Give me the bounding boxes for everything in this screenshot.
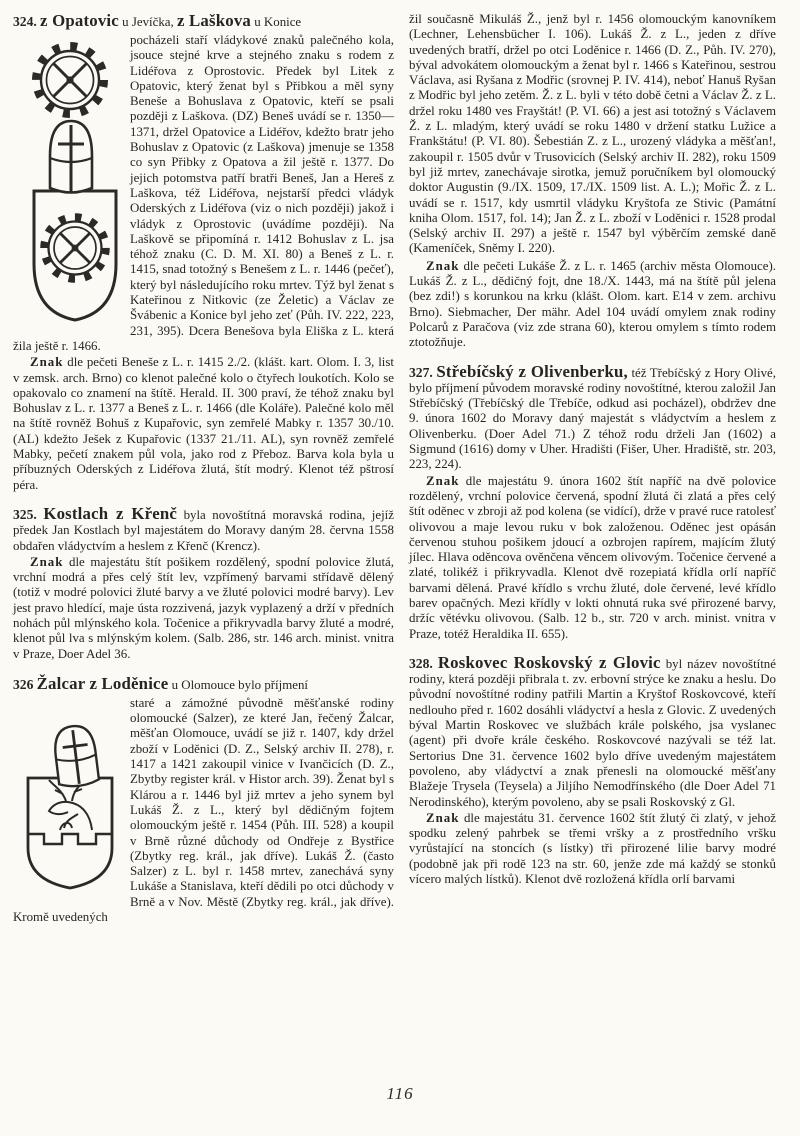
entry-number: 324. — [13, 14, 37, 29]
right-column — [409, 12, 776, 925]
entry-326-body: staré a zámožné původně měšťanské rodiny olomoucké (Salzer), ze které Jan, řečený Žalcar, měšťan Olomouce, uvádí se již r. 1407, kdy držel zboží v Loděnici (D. Z., Selský archiv II. 278), r. 1417 a 1421 zakoupil vinice v Ivančicích (D. Z., Zbytby register král. v Histor arch. 39). Ženat byl s Klárou a r. 1446 byl již mrtev a jeho synem byl Lukáš Ž. z L., který byl dědičným fojtem olomouckým ještě r. 1454 (Půh. III. 528) a koupil v Brně různé důchody od Ondřeje z Bystřice (Zbytky reg. král., jak dříve). Lukáš Ž. (často Salzer) z L. byl r. 1458 mrtev, zanechává syny Lukáše a Stanislava, kteří dědili po otci důchody v Brně a v Nov. Městě (Zbytky reg. král., jak dříve). Kromě uvedených — [13, 695, 394, 925]
znak-lead: Znak — [426, 810, 460, 825]
great-helm — [50, 121, 92, 193]
entry-325-heading-and-body: 325. Kostlach z Křenč byla novoštítná moravská rodina, jejíž předek Jan Kostlach byl majestátem do Moravy daným 28. června 1558 obdařen vládyctvím a heslem z Křenč (Krencz). — [13, 503, 394, 553]
znak-lead: Znak — [426, 473, 460, 488]
entry-number: 327. — [409, 364, 433, 380]
family-name: Střebíčský z Olivenberku, — [436, 361, 628, 381]
entry-326-znak-paragraph: Znak dle pečeti Lukáše Ž. z L. r. 1465 (archiv města Olomouce). Lukáš Ž. z L., dědičný fojt, dne 18./X. 1443, má na štítě půl jelena (bez zdi!) s korunkou na krku (klášt. Olom. kart. E14 v zem. archivu Brno). Siebmacher, Der mähr. Adel 104 uvádí omylem znak rodiny Polcarů z Paračova (viz zde strana 60), kterou omylem s tímto rodem ztotožňuje. — [409, 258, 776, 350]
shield — [28, 778, 112, 888]
entry-324-znak-paragraph: Znak dle pečeti Beneše z L. r. 1415 2./2. (klášt. kart. Olom. I. 3, list v zemsk. arch. Brno) co klenot palečné kolo o čtyřech loukotích. Kolo se opakovalo co znamení na štítě. Herald. II. 300 praví, že téhož znaku byl Bohuslav z L. r. 1377 a Beneš z L. r. 1466 (dle Koláře). Palečné kolo měl na štítě rovněž Bohuš z Kupařovic, syn zemřelé Mabky r. 1357 30./10. (AL) kdežto Ješek z Kupařovic (1337 21./11. AL), syn rovněž zemřelé Mabky, pečetí znakem půl vola, jako rod z Přeboz. Barva kola byla u příbuzných Oderských z Lidéřova žlutá, štít modrý. Klenot též pštrosí péra. — [13, 355, 394, 492]
entry-328-znak-paragraph: Znak dle majestátu 31. července 1602 štít žlutý či zlatý, v jehož spodku zelený pahrbek se třemi vršky a z prostředního vršku vyrůstající na stoncích (s lístky) tři přirozené lilie barvy modré (podobně jak při rodě 123 na str. 60, jenže zde má každý se stonků vícero malých lístků). Klenot dvě rozložená křídla orlí barvami — [409, 810, 776, 887]
heading-text: u Olomouce bylo příjmení — [171, 677, 308, 692]
heading-text: u Jevíčka, — [122, 15, 174, 29]
entry-327-znak-paragraph: Znak dle majestátu 9. února 1602 štít napříč na dvě polovice rozdělený, vrchní polovice červená, spodní žlutá či zlatá a přes celý štít oděnec v zbroji až pod kolena (se vidící), drže v pravé ruce ratolesť olivovou a maje levou ruku v bok založenou. Oděnec jest opásán červenou stuhou pošikem jdoucí a ozbrojen rapírem, majícím žlutý jílec. Hlava oděncova ověnčena věncem olivovým. Točenice červené a zlaté, tolikéž i přikryvadla. Klenot dvě rozepiatá křídla orlí napříč barvami dělená. Pravé křídlo s vrchu žluté, dole červené, levé křídlo barev opačných. Mezi křídly v lokti ohnutá ruka své přirozené barvy, držíc větévku olivovou. (Salb. 12 b., str. 720 v arch. minist. vnitra v Praze, totéž Heraldika II. 655). — [409, 473, 777, 641]
family-name: z Laškova — [176, 11, 252, 30]
entry-324 — [13, 12, 394, 493]
coat-of-arms-zalcar-illustration — [14, 702, 120, 894]
entry-326 — [13, 675, 394, 925]
heading-text: též Třebíčský — [631, 365, 702, 380]
entry-number: 328. — [409, 655, 433, 671]
entry-number: 325. — [13, 506, 37, 522]
znak-lead: Znak — [426, 258, 460, 273]
entry-326-heading — [13, 675, 394, 695]
family-name: Žalcar z Loděnice — [36, 673, 169, 693]
entry-325-znak-paragraph: Znak dle majestátu štít pošikem rozdělený, spodní polovice žlutá, vrchní modrá a přes celý štít lev, vzpřímený barvami střídavě dělený (totiž v modré polovici žluté barvy a ve žluté polovici modré barvy). Lev jest pravo hledící, maje ústa rozzivená, jazyk vyplazený a drží v předních nohách půl mlýnského kola. Točenice a přikryvadla barvy žluté a modré, klenot půl lva s mlýnským kolem. (Salb. 286, str. 146 arch. minist. vnitra v Praze, Doer Adel 36. — [13, 554, 394, 661]
shield — [34, 191, 116, 320]
family-name: Roskovec Roskovský z Glovic — [437, 652, 661, 672]
entry-324-heading — [13, 12, 394, 32]
heading-text: u Konice — [254, 15, 302, 29]
great-helm — [52, 724, 99, 788]
entry-328-heading-and-body: 328. Roskovec Roskovský z Glovic byl název novoštítné rodiny, která později přibrala t. zv. erbovní strýce ke znaku a heslu. Do původní novoštítné rodiny patřili Martin a Kryštof Roskovcové, kteří nedlouho před r. 1602 dosáhli vládyctví a hesla z Glovic. Z uvedených býval Martin Roskovec ve službách krále polského, jsa vyslanec (agent) při dvoře krále českého. Roskovcové nazývali se též lat. Sertorius Dne 31. července 1602 bylo dříve uvedeným majestátem povoleno, aby vládyctví a znak přenesli na olomoucké měšťany Blažeje Trysela (Teysela) a Jiljího Nemodřínského (dle Doer Adel 71 Nerodinského), kterým povoleno, aby se psali Roskovský z Gl. — [409, 652, 776, 809]
coat-of-arms-laskov-illustration — [14, 36, 120, 332]
entry-328 — [409, 652, 776, 887]
page-number: 116 — [386, 1084, 414, 1103]
entry-327 — [409, 361, 777, 642]
continuation-paragraph: žil současně Mikuláš Ž., jenž byl r. 1456 olomouckým kanovníkem (Lechner, Lehensbücher I. 106). Lukáš Ž. z L., jeden z dříve uvedených bratří, držel po otci Loděnice r. 1466 (D. Z., Půh. IV. 270), býval advokátem olomouckým a ženat byl r. 1466 s Kateřinou, sestrou Václava, asi Ryšana z Modřic (srovnej P. IV. 414), neboť Hanuš Ryšan z Modřic byl jeho zetěm. Ž. z L. byli v této době četni a Václav Ž. z L. držel roku 1480 ves Frayštát! (P. VI. 66) a jest asi totožný s Václavem Ž. z L. mladým, který uvádí se roku 1480 v držení statku Lužice a Frankštátu! (P. VI. 80). Šebestián Z. z L., urozený vládyka a měšťan!, zakoupil r. 1505 dvůr v Trusovicích (Selský archiv II. 282), roku 1509 byl již mrtev, zanechávaje sirotka, jemuž poručníkem byl olomoucký doktor Augustin (9./IX. 1509, 17./IX. 1509 list. A. L.); Mořic Ž. z L. uvádí se r. 1517, kdy usmrtil vládyku Kryštofa ze Stivic (Památní kniha Olom. 1517, fol. 14); Jan Ž. z L. zboží v Loděnici r. 1528 prodal (Selský archiv II. 297) a ještě r. 1547 byl výběrčím zemské daně (Kameníček, Sněmy I. 220). — [409, 12, 776, 256]
left-column — [13, 12, 394, 925]
entry-324-body: pocházeli staří vládykové znaků palečného kola, jsouce stejné krve a stejného znaku s rodem z Lidéřova z Oprostovic. Předek byl Litek z Opatovic, který ženat byl s Přibkou a měl syny Beneše a Bohuslava z Opatovic, kteří se psali později z Laškova. (DZ) Beneš uvádí se r. 1350—1371, držel Opatovice a Lidéřov, kdežto bratr jeho Bohuslav z Opatovic (z Laškova) jmenuje se 1358 co syn Přibky z Opatova a žil ještě r. 1377. Do jejich potomstva patří bratři Beneš, Jan a Hereš z Laškova, též Lidéřova, nejstarší předci vládyk Oderských z Lidéřova (viz o nich později) jakož i vládyk z Oprostovic (uvádíme později). Na Laškově se připomíná r. 1412 Bohuslav z L. jsa téhož znaku (C. D. M. XI. 80) a Beneš z L. r. 1415, snad totožný s Benešem z L. r. 1446 (pečeť), který byl následujícího roku mrtev. Týž byl ženat s Kateřinou z Nitkovic (ze Želetic) a Václav ze Švábenic a Konice byl jeho zeť (Půh. IV. 222, 223, 231, 395). Dcera Benešova byla Eliška z L. která žila ještě r. 1466. — [13, 33, 394, 353]
entry-number: 326 — [13, 676, 34, 692]
heading-text: byl název — [665, 656, 718, 671]
crest-cogwheel — [36, 46, 104, 114]
entry-326-flow — [13, 696, 394, 925]
znak-lead: Znak — [30, 355, 64, 370]
entry-327-heading-and-body: 327. Střebíčský z Olivenberku, též Třebíčský z Hory Olivé, bylo příjmení původem moravské rodiny novoštítné, kterou založil Jan Střebíčský (Třebíčský dle Třebíče, odkud asi pocházel), obdržev dne 9. února 1602 do Moravy daný majestát s vládyctvím a heslem z Olivenberku. (Doer Adel 71.) Z téhož rodu drželi Jan (1602) a Sigmund (1616) domy v Uher. Hradišti (Fišer, Uher. Hradiště, str. 203, 223, 224). — [409, 361, 776, 472]
family-name: z Opatovic — [40, 11, 119, 30]
family-name: Kostlach z Křenč — [43, 503, 178, 523]
znak-lead: Znak — [30, 554, 64, 569]
entry-324-flow — [13, 33, 394, 354]
entry-325 — [13, 503, 394, 662]
